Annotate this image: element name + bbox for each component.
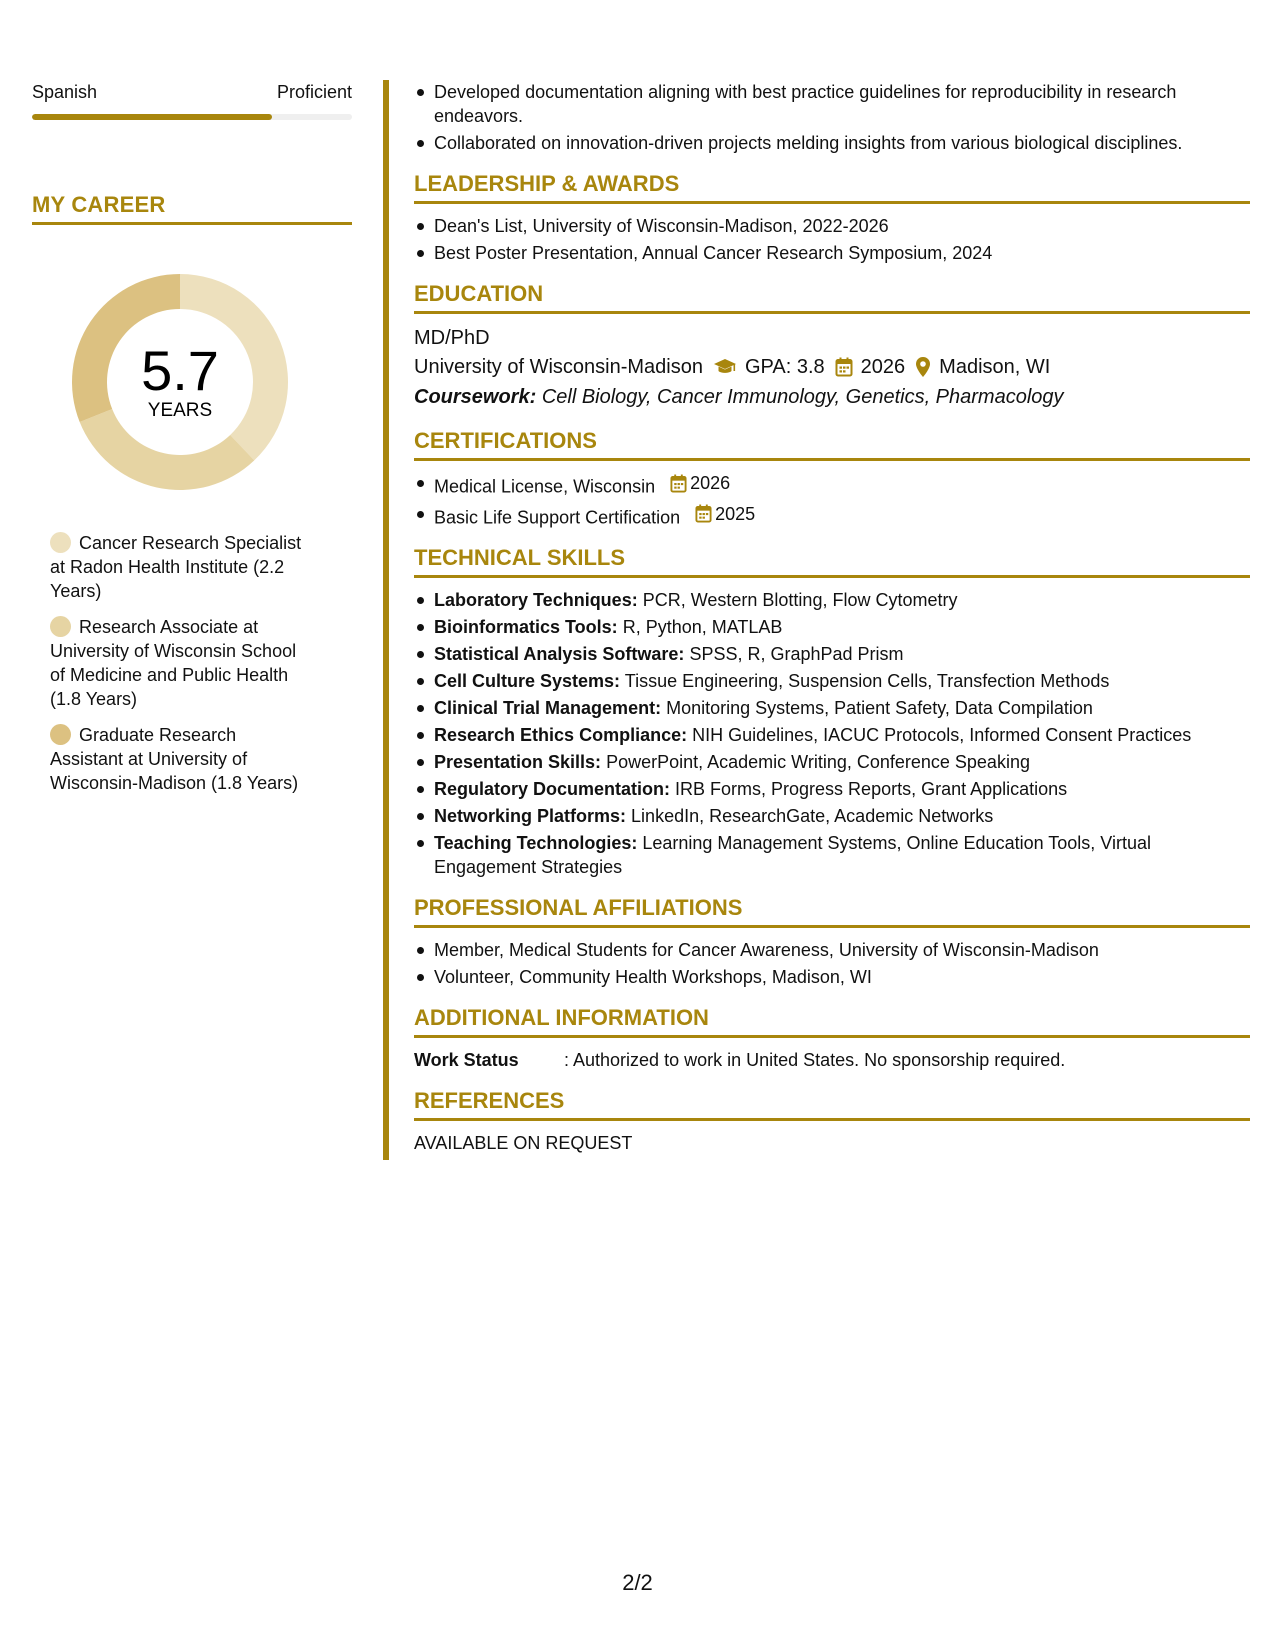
skill-value: Learning Management Systems, Online Education Tools, Virtual Engagement Strategies [434, 833, 1151, 877]
legend-item [50, 615, 302, 711]
skill-item [414, 777, 1250, 801]
skill-item [414, 723, 1250, 747]
certification-date [670, 471, 730, 495]
skill-item [414, 588, 1250, 612]
graduation-cap-icon [713, 358, 737, 376]
certification-date [695, 502, 755, 526]
skill-value: NIH Guidelines, IACUC Protocols, Informed Consent Practices [692, 725, 1192, 745]
calendar-icon [835, 357, 853, 377]
work-status-label: Work Status [414, 1050, 519, 1070]
skill-value: R, Python, MATLAB [622, 617, 783, 637]
certification-year: 2026 [690, 473, 731, 493]
skill-label: Regulatory Documentation: [434, 779, 671, 799]
skills-title: TECHNICAL SKILLS [414, 545, 1250, 578]
certification-year: 2025 [715, 503, 756, 524]
skill-label: Clinical Trial Management: [434, 698, 662, 718]
work-status-value: : Authorized to work in United States. No sponsorship required. [564, 1050, 1066, 1070]
column-divider [383, 80, 389, 1160]
list-item: Collaborated on innovation-driven projects melding insights from various biological disciplines. [414, 131, 1250, 155]
skill-value: Tissue Engineering, Suspension Cells, Transfection Methods [624, 671, 1110, 691]
legend-label: Cancer Research Specialist at Radon Health Institute (2.2 Years) [50, 533, 302, 601]
legend-item [50, 723, 302, 795]
skill-label: Statistical Analysis Software: [434, 644, 685, 664]
additional-info-title: ADDITIONAL INFORMATION [414, 1005, 1250, 1038]
list-item: Dean's List, University of Wisconsin-Madison, 2022-2026 [414, 214, 1250, 238]
skill-value: PowerPoint, Academic Writing, Conference Speaking [606, 752, 1030, 772]
career-legend [32, 531, 302, 795]
skill-item [414, 750, 1250, 774]
coursework [414, 382, 1250, 412]
skill-label: Cell Culture Systems: [434, 671, 621, 691]
experience-bullets [414, 80, 1250, 155]
skill-value: PCR, Western Blotting, Flow Cytometry [642, 590, 958, 610]
page-number: 2/2 [622, 1570, 653, 1595]
skill-label: Teaching Technologies: [434, 833, 638, 853]
education-title: EDUCATION [414, 281, 1250, 314]
references-title: REFERENCES [414, 1088, 1250, 1121]
skill-value: LinkedIn, ResearchGate, Academic Networks [631, 806, 994, 826]
certification-name: Medical License, Wisconsin [434, 476, 656, 497]
language-row [32, 80, 352, 104]
gpa-group [713, 352, 825, 382]
references-text: AVAILABLE ON REQUEST [414, 1133, 633, 1153]
legend-item [50, 531, 302, 603]
skill-item [414, 696, 1250, 720]
coursework-list: Cell Biology, Cancer Immunology, Genetics, Pharmacology [541, 386, 1064, 408]
education-details [414, 352, 1250, 382]
map-pin-icon [915, 356, 931, 378]
legend-dot [50, 724, 71, 745]
year-group [835, 352, 906, 382]
affiliations-title: PROFESSIONAL AFFILIATIONS [414, 895, 1250, 928]
list-item: Member, Medical Students for Cancer Awareness, University of Wisconsin-Madison [414, 938, 1250, 962]
skill-item [414, 615, 1250, 639]
legend-dot [50, 616, 71, 637]
main-content [414, 80, 1250, 1155]
career-heading: MY CAREER [32, 192, 352, 225]
language-name: Spanish [32, 82, 98, 102]
skill-value: SPSS, R, GraphPad Prism [689, 644, 904, 664]
skill-item [414, 831, 1250, 879]
affiliations-list [414, 938, 1250, 989]
skill-item [414, 804, 1250, 828]
leadership-title: LEADERSHIP & AWARDS [414, 171, 1250, 204]
list-item: Best Poster Presentation, Annual Cancer Research Symposium, 2024 [414, 241, 1250, 265]
skill-label: Research Ethics Compliance: [434, 725, 688, 745]
list-item: Volunteer, Community Health Workshops, Madison, WI [414, 965, 1250, 989]
skill-label: Presentation Skills: [434, 752, 602, 772]
certifications-list [414, 471, 1250, 529]
skill-label: Networking Platforms: [434, 806, 627, 826]
calendar-icon [695, 504, 712, 523]
degree: MD/PhD [414, 327, 490, 349]
list-item [414, 502, 1250, 530]
career-donut-chart [65, 267, 295, 497]
legend-label: Research Associate at University of Wisconsin School of Medicine and Public Health (1.8 Years) [50, 617, 297, 709]
career-total-unit: YEARS [147, 400, 213, 421]
calendar-icon [670, 474, 687, 493]
location-group [915, 352, 1050, 382]
skill-value: Monitoring Systems, Patient Safety, Data Compilation [666, 698, 1093, 718]
skill-item [414, 669, 1250, 693]
list-item: Developed documentation aligning with best practice guidelines for reproducibility in research endeavors. [414, 80, 1250, 128]
list-item [414, 471, 1250, 499]
school-location: Madison, WI [939, 356, 1051, 378]
school-name: University of Wisconsin-Madison [414, 356, 703, 378]
certification-name: Basic Life Support Certification [434, 507, 681, 527]
skill-label: Laboratory Techniques: [434, 590, 638, 610]
leadership-list [414, 214, 1250, 265]
skill-item [414, 642, 1250, 666]
work-status-row [414, 1048, 1250, 1072]
sidebar [32, 80, 352, 807]
skill-label: Bioinformatics Tools: [434, 617, 618, 637]
language-level: Proficient [276, 82, 352, 102]
legend-dot [50, 532, 71, 553]
skills-list [414, 588, 1250, 879]
legend-label: Graduate Research Assistant at University of Wisconsin-Madison (1.8 Years) [50, 725, 299, 793]
certifications-title: CERTIFICATIONS [414, 428, 1250, 461]
gpa: GPA: 3.8 [744, 356, 825, 378]
skill-value: IRB Forms, Progress Reports, Grant Applications [675, 779, 1068, 799]
language-proficiency-fill [32, 114, 272, 120]
career-total-years: 5.7 [141, 339, 219, 402]
language-proficiency-bar [32, 114, 352, 120]
donut-center [65, 267, 295, 497]
coursework-label: Coursework: [414, 386, 537, 408]
graduation-year: 2026 [860, 356, 906, 378]
